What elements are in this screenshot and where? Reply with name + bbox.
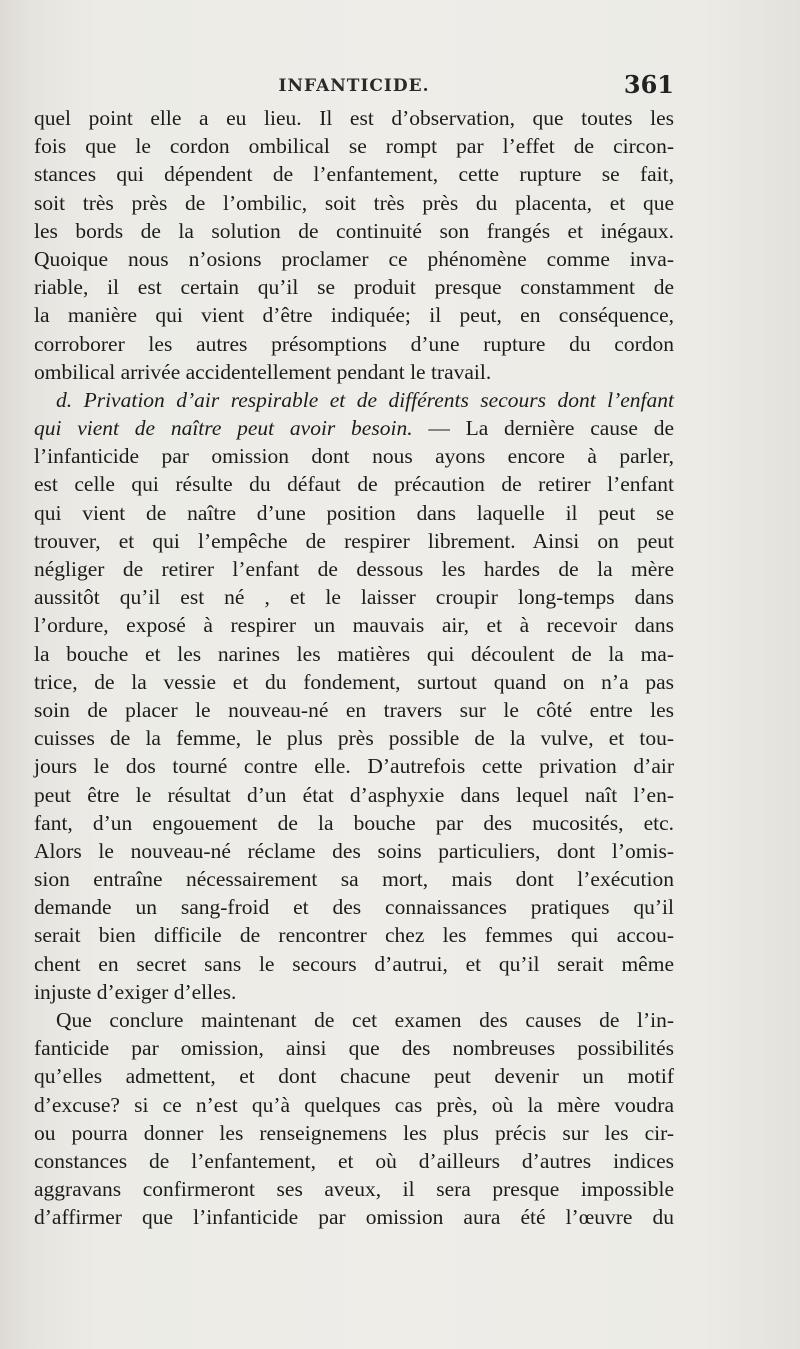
text-line: l’ordure, exposé à respirer un mauvais air, et à recevoir dans: [34, 613, 674, 638]
text-line: l’infanticide par omission dont nous ayons encore à parler,: [34, 444, 674, 469]
text-line: stances qui dépendent de l’enfantement, cette rupture se fait,: [34, 162, 674, 187]
text-line: d’excuse? si ce n’est qu’à quelques cas près, où la mère voudra: [34, 1092, 674, 1117]
text-line: trice, de la vessie et du fondement, surtout quand on n’a pas: [34, 669, 674, 694]
text-line: riable, il est certain qu’il se produit presque constamment de: [34, 275, 674, 300]
page-number: 361: [623, 70, 674, 99]
text-line: serait bien difficile de rencontrer chez les femmes qui accou-: [34, 923, 674, 948]
text-line: sion entraîne nécessairement sa mort, mais dont l’exécution: [34, 867, 674, 892]
text-line: fanticide par omission, ainsi que des nombreuses possibilités: [34, 1036, 674, 1061]
text-line: les bords de la solution de continuité son frangés et inégaux.: [34, 218, 674, 243]
section-heading-line: d. Privation d’air respirable et de différents secours dont l’enfant: [56, 387, 674, 412]
text-line: qu’elles admettent, et dont chacune peut devenir un motif: [34, 1064, 674, 1089]
text-line: Alors le nouveau-né réclame des soins particuliers, dont l’omis-: [34, 838, 674, 863]
text-line: soin de placer le nouveau-né en travers sur le côté entre les: [34, 697, 674, 722]
text-line: demande un sang-froid et des connaissances pratiques qu’il: [34, 895, 674, 920]
text-line: Que conclure maintenant de cet examen des causes de l’in-: [56, 1008, 674, 1032]
text-line: soit très près de l’ombilic, soit très près du placenta, et que: [34, 190, 674, 215]
text-line: Quoique nous n’osions proclamer ce phénomène comme inva-: [34, 246, 674, 271]
text-line: est celle qui résulte du défaut de précaution de retirer l’enfant: [34, 472, 674, 497]
section-heading-rest: — La dernière cause de: [412, 416, 675, 441]
section-heading-line-2: [34, 414, 674, 442]
text-line: négliger de retirer l’enfant de dessous les hardes de la mère: [34, 557, 674, 581]
text-line: corroborer les autres présomptions d’une rupture du cordon: [34, 331, 674, 356]
text-line: jours le dos tourné contre elle. D’autrefois cette privation d’air: [34, 754, 674, 779]
text-line: ou pourra donner les renseignemens les plus précis sur les cir-: [34, 1120, 674, 1145]
text-line: la manière qui vient d’être indiquée; il peut, en conséquence,: [34, 303, 674, 328]
text-line: ombilical arrivée accidentellement pendant le travail.: [34, 359, 492, 384]
text-line: aussitôt qu’il est né , et le laisser croupir long-temps dans: [34, 585, 674, 610]
text-line: qui vient de naître d’une position dans laquelle il peut se: [34, 500, 674, 525]
text-line: trouver, et qui l’empêche de respirer librement. Ainsi on peut: [34, 528, 674, 553]
section-heading-italic: qui vient de naître peut avoir besoin.: [34, 416, 413, 441]
running-head: [34, 70, 674, 104]
text-line: d’affirmer que l’infanticide par omission aura été l’œuvre du: [34, 1205, 674, 1230]
running-title: INFANTICIDE.: [278, 76, 430, 96]
text-line: chent en secret sans le secours d’autrui, et qu’il serait même: [34, 951, 674, 976]
text-line: injuste d’exiger d’elles.: [34, 979, 237, 1004]
text-line: peut être le résultat d’un état d’asphyxie dans lequel naît l’en-: [34, 782, 674, 807]
body-text: [34, 104, 674, 1232]
text-line: constances de l’enfantement, et où d’ailleurs d’autres indices: [34, 1148, 674, 1173]
text-line: la bouche et les narines les matières qui découlent de la ma-: [34, 641, 674, 666]
text-line: quel point elle a eu lieu. Il est d’observation, que toutes les: [34, 106, 674, 130]
text-line: fois que le cordon ombilical se rompt par l’effet de circon-: [34, 134, 674, 159]
text-line: cuisses de la femme, le plus près possible de la vulve, et tou-: [34, 726, 674, 751]
text-line: fant, d’un engouement de la bouche par des mucosités, etc.: [34, 810, 674, 835]
text-line: aggravans confirmeront ses aveux, il sera presque impossible: [34, 1177, 674, 1202]
